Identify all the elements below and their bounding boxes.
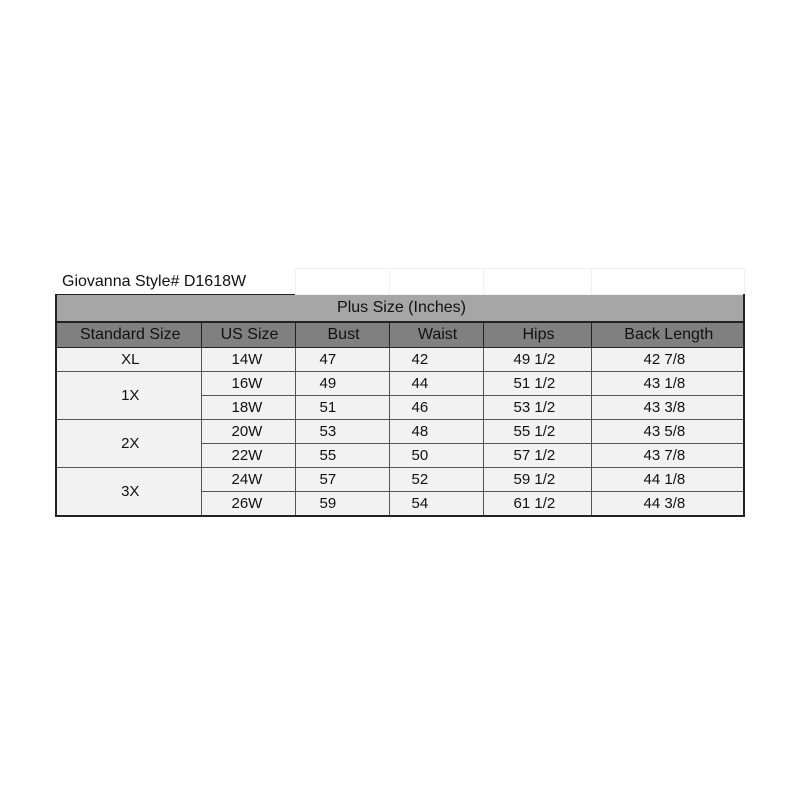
waist-cell: 44 bbox=[389, 372, 483, 396]
us-size-cell: 20W bbox=[201, 420, 295, 444]
bust-cell: 57 bbox=[295, 468, 389, 492]
empty-cell bbox=[483, 269, 591, 295]
column-header-bust: Bust bbox=[295, 322, 389, 348]
bust-cell: 49 bbox=[295, 372, 389, 396]
waist-cell: 46 bbox=[389, 396, 483, 420]
table-row bbox=[56, 420, 744, 444]
standard-size-cell: 1X bbox=[56, 372, 201, 420]
us-size-cell: 14W bbox=[201, 348, 295, 372]
bust-cell: 53 bbox=[295, 420, 389, 444]
waist-cell: 52 bbox=[389, 468, 483, 492]
style-title: Giovanna Style# D1618W bbox=[62, 272, 247, 290]
hips-cell: 61 1/2 bbox=[483, 492, 591, 516]
hips-cell: 59 1/2 bbox=[483, 468, 591, 492]
hips-cell: 57 1/2 bbox=[483, 444, 591, 468]
us-size-cell: 22W bbox=[201, 444, 295, 468]
column-header-hips: Hips bbox=[483, 322, 591, 348]
size-chart-table bbox=[55, 268, 745, 517]
standard-size-cell: 3X bbox=[56, 468, 201, 516]
table-row bbox=[56, 468, 744, 492]
us-size-cell: 16W bbox=[201, 372, 295, 396]
banner-row bbox=[56, 295, 744, 322]
empty-cell bbox=[591, 269, 744, 295]
us-size-cell: 26W bbox=[201, 492, 295, 516]
waist-cell: 48 bbox=[389, 420, 483, 444]
back-length-cell: 43 1/8 bbox=[591, 372, 744, 396]
waist-cell: 50 bbox=[389, 444, 483, 468]
hips-cell: 53 1/2 bbox=[483, 396, 591, 420]
column-header-waist: Waist bbox=[389, 322, 483, 348]
back-length-cell: 43 7/8 bbox=[591, 444, 744, 468]
us-size-cell: 18W bbox=[201, 396, 295, 420]
hips-cell: 51 1/2 bbox=[483, 372, 591, 396]
column-header-us-size: US Size bbox=[201, 322, 295, 348]
waist-cell: 54 bbox=[389, 492, 483, 516]
plus-size-banner: Plus Size (Inches) bbox=[56, 295, 744, 322]
bust-cell: 47 bbox=[295, 348, 389, 372]
column-header-standard-size: Standard Size bbox=[56, 322, 201, 348]
title-row bbox=[56, 269, 744, 295]
column-header-back-length: Back Length bbox=[591, 322, 744, 348]
back-length-cell: 43 3/8 bbox=[591, 396, 744, 420]
us-size-cell: 24W bbox=[201, 468, 295, 492]
table-row bbox=[56, 348, 744, 372]
table-row bbox=[56, 372, 744, 396]
back-length-cell: 44 3/8 bbox=[591, 492, 744, 516]
back-length-cell: 42 7/8 bbox=[591, 348, 744, 372]
standard-size-cell: 2X bbox=[56, 420, 201, 468]
hips-cell: 55 1/2 bbox=[483, 420, 591, 444]
empty-cell bbox=[295, 269, 389, 295]
hips-cell: 49 1/2 bbox=[483, 348, 591, 372]
column-header-row bbox=[56, 322, 744, 348]
back-length-cell: 43 5/8 bbox=[591, 420, 744, 444]
standard-size-cell: XL bbox=[56, 348, 201, 372]
bust-cell: 51 bbox=[295, 396, 389, 420]
empty-cell bbox=[389, 269, 483, 295]
back-length-cell: 44 1/8 bbox=[591, 468, 744, 492]
bust-cell: 59 bbox=[295, 492, 389, 516]
bust-cell: 55 bbox=[295, 444, 389, 468]
waist-cell: 42 bbox=[389, 348, 483, 372]
